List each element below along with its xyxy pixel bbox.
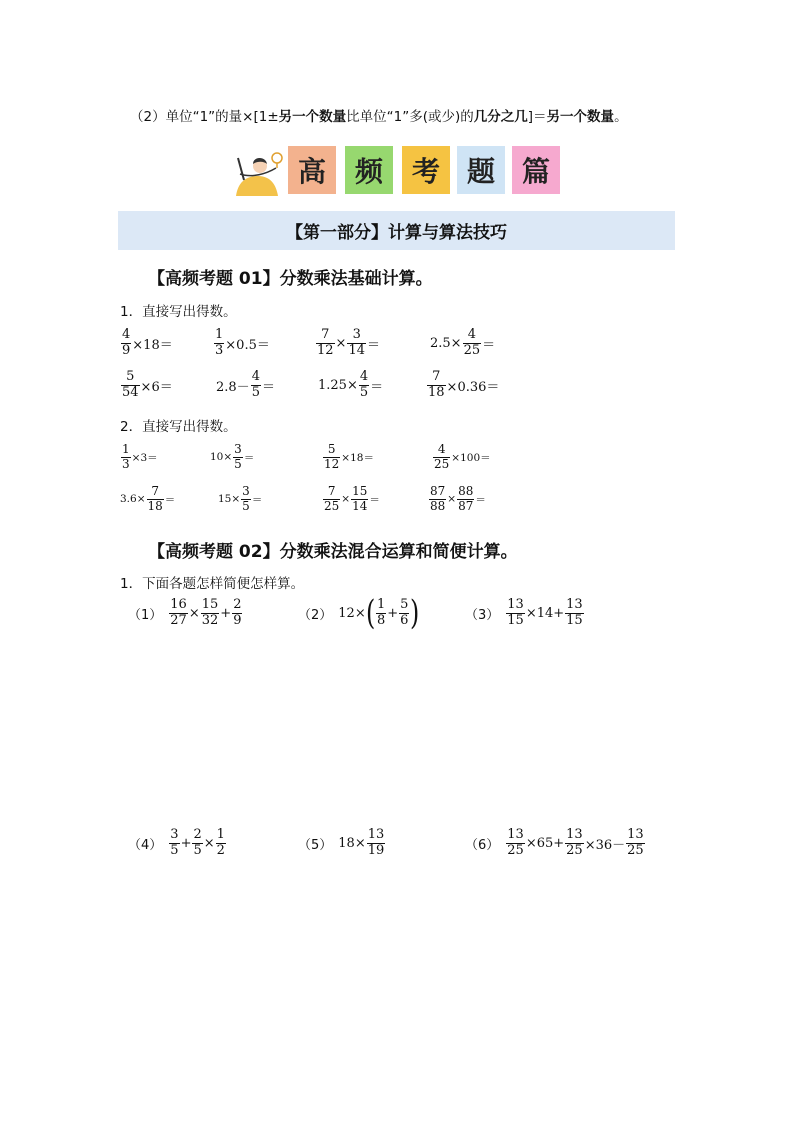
numerator: 2 bbox=[193, 827, 202, 842]
banner-tile: 频 bbox=[345, 146, 393, 194]
denominator: 88 bbox=[430, 498, 446, 513]
numerator: 13 bbox=[367, 827, 385, 842]
fraction bbox=[169, 598, 188, 629]
expression bbox=[120, 370, 173, 401]
numerator: 13 bbox=[507, 827, 524, 842]
denominator: 3 bbox=[122, 456, 130, 471]
question-2-label: 2．直接写出得数。 bbox=[120, 419, 237, 435]
denominator: 18 bbox=[147, 498, 163, 513]
fraction bbox=[376, 598, 386, 629]
denominator: 6 bbox=[400, 612, 409, 628]
banner-tile: 高 bbox=[288, 146, 336, 194]
expr-text: ×0.5＝ bbox=[225, 337, 270, 353]
numerator: 7 bbox=[151, 484, 159, 498]
expression bbox=[318, 370, 383, 401]
problem bbox=[128, 598, 243, 629]
numerator: 4 bbox=[467, 327, 476, 342]
denominator: 5 bbox=[193, 842, 202, 858]
banner bbox=[232, 144, 562, 196]
numerator: 7 bbox=[327, 484, 336, 498]
numerator: 88 bbox=[458, 484, 474, 498]
fraction bbox=[433, 443, 450, 472]
expr-text: ＝ bbox=[369, 493, 380, 506]
expression bbox=[322, 485, 380, 514]
denominator: 19 bbox=[367, 842, 385, 858]
numerator: 5 bbox=[327, 442, 336, 456]
expr-text: ＝ bbox=[475, 493, 486, 506]
fraction bbox=[626, 828, 645, 859]
expr-text: × bbox=[447, 493, 457, 506]
problem-number: （5） bbox=[298, 837, 333, 853]
expr-text: ×65+ bbox=[525, 835, 565, 851]
problem-number: （1） bbox=[128, 607, 163, 623]
expression bbox=[120, 443, 158, 472]
denominator: 3 bbox=[215, 342, 224, 358]
question-1-label: 1．直接写出得数。 bbox=[120, 304, 237, 320]
denominator: 9 bbox=[233, 612, 242, 628]
expr-text: × bbox=[335, 335, 347, 351]
problem bbox=[128, 828, 227, 859]
expr-text: × bbox=[188, 605, 200, 621]
fraction bbox=[214, 328, 224, 359]
expr-text: ×18＝ bbox=[341, 451, 374, 464]
expr-text: ×0.36＝ bbox=[446, 379, 500, 395]
fraction bbox=[121, 443, 131, 472]
numerator: 1 bbox=[376, 596, 386, 612]
numerator: 1 bbox=[216, 827, 225, 842]
fraction bbox=[192, 828, 202, 859]
banner-tile: 篇 bbox=[512, 146, 560, 194]
expression bbox=[315, 328, 380, 359]
rule-statement: （2）单位“1”的量×[1±另一个数量比单位“1”多(或少)的几分之几]＝另一个数量。 bbox=[130, 109, 628, 125]
numerator: 4 bbox=[437, 442, 446, 456]
fraction bbox=[565, 828, 584, 859]
problem bbox=[298, 593, 420, 633]
numerator: 4 bbox=[122, 327, 131, 342]
denominator: 5 bbox=[234, 456, 242, 471]
expr-text: × bbox=[203, 835, 215, 851]
denominator: 12 bbox=[317, 342, 334, 358]
fraction bbox=[429, 485, 446, 514]
fraction bbox=[359, 370, 369, 401]
expr-text: + bbox=[220, 605, 232, 621]
fraction bbox=[241, 485, 251, 514]
fraction bbox=[201, 598, 220, 629]
numerator: 1 bbox=[215, 327, 224, 342]
fraction bbox=[323, 443, 340, 472]
numerator: 7 bbox=[432, 369, 441, 384]
banner-tile: 考 bbox=[402, 146, 450, 194]
denominator: 32 bbox=[201, 612, 219, 628]
expression bbox=[322, 443, 374, 472]
fraction bbox=[147, 485, 164, 514]
fraction bbox=[427, 370, 446, 401]
denominator: 5 bbox=[170, 842, 179, 858]
expr-text: ＝ bbox=[482, 337, 496, 353]
expr-text: 3.6× bbox=[120, 493, 146, 506]
expression bbox=[218, 485, 262, 514]
denominator: 14 bbox=[352, 498, 368, 513]
topic-1-title: 【高频考题 01】分数乘法基础计算。 bbox=[148, 269, 433, 289]
numerator: 2 bbox=[233, 597, 242, 612]
fraction bbox=[565, 598, 584, 629]
numerator: 15 bbox=[352, 484, 368, 498]
problem bbox=[465, 598, 585, 629]
expr-text: ＝ bbox=[243, 451, 255, 464]
problem-number: （3） bbox=[465, 607, 500, 623]
denominator: 25 bbox=[627, 842, 644, 858]
denominator: 5 bbox=[251, 384, 260, 400]
problem-number: （4） bbox=[128, 837, 163, 853]
expr-text: ×3＝ bbox=[131, 451, 158, 464]
numerator: 4 bbox=[359, 369, 369, 384]
expression bbox=[120, 328, 173, 359]
denominator: 25 bbox=[507, 842, 524, 858]
denominator: 2 bbox=[216, 842, 225, 858]
expr-text: ＝ bbox=[164, 493, 176, 506]
numerator: 1 bbox=[122, 442, 130, 456]
problem-number: （6） bbox=[465, 837, 500, 853]
fraction bbox=[323, 485, 340, 514]
numerator: 13 bbox=[566, 827, 583, 842]
section-title: 【第一部分】计算与算法技巧 bbox=[118, 211, 675, 250]
expr-text: 12× bbox=[338, 605, 366, 621]
expression bbox=[210, 443, 254, 472]
fraction bbox=[233, 443, 243, 472]
expr-text: ＝ bbox=[370, 379, 384, 395]
numerator: 3 bbox=[170, 827, 179, 842]
fraction bbox=[169, 828, 179, 859]
denominator: 54 bbox=[122, 384, 139, 400]
expr-text: ×6＝ bbox=[140, 379, 173, 395]
numerator: 3 bbox=[242, 484, 250, 498]
denominator: 12 bbox=[324, 456, 340, 471]
banner-tile: 题 bbox=[457, 146, 505, 194]
numerator: 7 bbox=[321, 327, 330, 342]
fraction bbox=[316, 328, 335, 359]
fraction bbox=[347, 328, 366, 359]
fraction bbox=[232, 598, 242, 629]
fraction bbox=[463, 328, 482, 359]
numerator: 3 bbox=[234, 442, 242, 456]
fraction bbox=[121, 370, 140, 401]
fraction bbox=[457, 485, 474, 514]
denominator: 8 bbox=[376, 612, 386, 628]
denominator: 15 bbox=[507, 612, 524, 628]
expr-text: ＝ bbox=[367, 337, 381, 353]
denominator: 18 bbox=[428, 384, 445, 400]
expr-text: 2.5× bbox=[430, 335, 462, 351]
numerator: 87 bbox=[430, 484, 446, 498]
denominator: 5 bbox=[242, 498, 250, 513]
numerator: 5 bbox=[400, 596, 409, 612]
numerator: 4 bbox=[251, 369, 260, 384]
expression bbox=[216, 370, 275, 401]
expression bbox=[430, 328, 495, 359]
denominator: 15 bbox=[566, 612, 583, 628]
expr-text: ＝ bbox=[251, 493, 263, 506]
expr-text: 15× bbox=[218, 493, 241, 506]
denominator: 5 bbox=[359, 384, 369, 400]
fraction bbox=[506, 828, 525, 859]
numerator: 16 bbox=[170, 597, 187, 612]
numerator: 13 bbox=[507, 597, 524, 612]
expr-text: 1.25× bbox=[318, 377, 358, 393]
expr-text: ×36－ bbox=[584, 837, 626, 853]
numerator: 3 bbox=[352, 327, 361, 342]
question-3-label: 1．下面各题怎样简便怎样算。 bbox=[120, 576, 305, 592]
denominator: 9 bbox=[122, 342, 131, 358]
numerator: 5 bbox=[126, 369, 135, 384]
expression bbox=[428, 485, 486, 514]
expression bbox=[432, 443, 491, 472]
expr-text: × bbox=[341, 493, 351, 506]
denominator: 25 bbox=[463, 342, 481, 358]
denominator: 25 bbox=[434, 456, 450, 471]
expr-text: ×14+ bbox=[525, 605, 565, 621]
denominator: 14 bbox=[348, 342, 365, 358]
teacher-illustration-icon bbox=[232, 144, 284, 196]
fraction bbox=[251, 370, 261, 401]
fraction bbox=[367, 828, 386, 859]
denominator: 87 bbox=[458, 498, 474, 513]
numerator: 13 bbox=[627, 827, 644, 842]
expr-text: + bbox=[180, 835, 192, 851]
topic-2-title: 【高频考题 02】分数乘法混合运算和简便计算。 bbox=[148, 542, 518, 562]
numerator: 13 bbox=[566, 597, 583, 612]
expr-text: ×100＝ bbox=[451, 451, 491, 464]
expr-text: + bbox=[387, 605, 399, 621]
fraction bbox=[399, 598, 409, 629]
expr-text: 18× bbox=[338, 835, 366, 851]
problem-number: （2） bbox=[298, 607, 333, 623]
fraction bbox=[506, 598, 525, 629]
expr-text: 2.8－ bbox=[216, 379, 250, 395]
problem bbox=[298, 828, 386, 859]
expression bbox=[426, 370, 499, 401]
expression bbox=[120, 485, 175, 514]
numerator: 15 bbox=[201, 597, 219, 612]
paren: ) bbox=[410, 593, 420, 633]
expr-text: 10× bbox=[210, 451, 233, 464]
denominator: 27 bbox=[170, 612, 187, 628]
expr-text: ＝ bbox=[261, 379, 275, 395]
problem bbox=[465, 828, 646, 859]
fraction bbox=[216, 828, 226, 859]
paren: ( bbox=[365, 593, 375, 633]
expression bbox=[213, 328, 270, 359]
fraction bbox=[121, 328, 131, 359]
fraction bbox=[351, 485, 368, 514]
denominator: 25 bbox=[324, 498, 340, 513]
expr-text: ×18＝ bbox=[132, 337, 173, 353]
denominator: 25 bbox=[566, 842, 583, 858]
